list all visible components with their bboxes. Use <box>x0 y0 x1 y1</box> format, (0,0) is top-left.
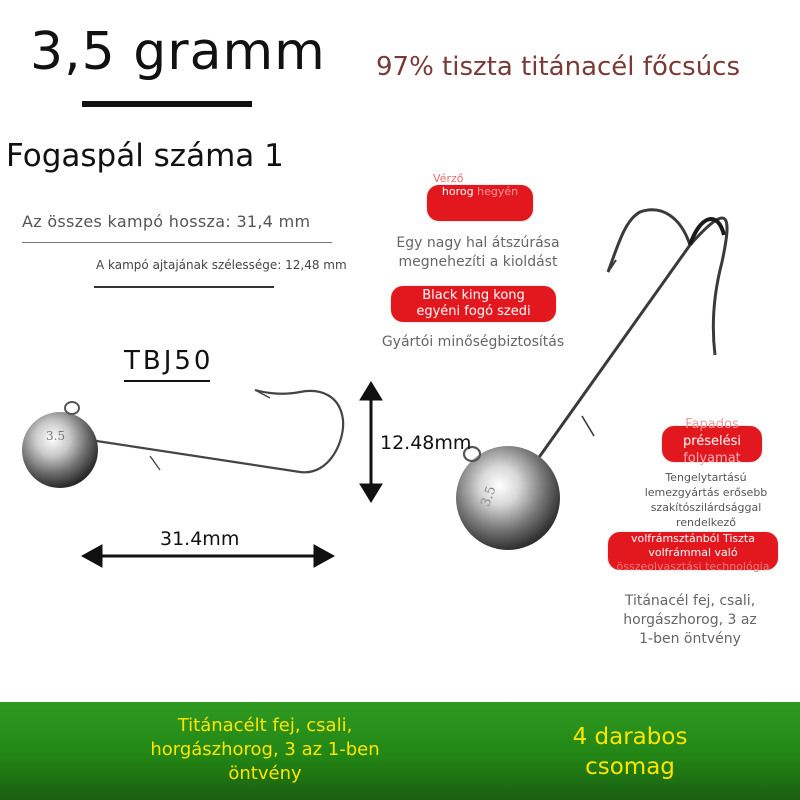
feature-pill-brand <box>391 286 556 322</box>
note-line: lemezgyártás erősebb <box>644 486 768 499</box>
note-line: Gyártói minőségbiztosítás <box>381 334 565 350</box>
small-eye <box>65 402 79 414</box>
pill-line: hegyén <box>477 185 519 198</box>
note-line: rendelkező <box>675 516 737 529</box>
svg-text:3.5: 3.5 <box>46 429 66 443</box>
feature-note-forging <box>636 470 776 530</box>
pill-line: egyéni fogó szedi <box>416 304 531 319</box>
pill-line: vérnyílás <box>467 172 517 185</box>
small-hook <box>90 390 343 472</box>
note-line: szakítószilárdsággal <box>650 501 762 514</box>
note-line: 1-ben öntvény <box>639 631 741 647</box>
feature-note-bleed <box>388 234 568 272</box>
note-line: megnehezíti a kioldást <box>398 254 558 270</box>
note-line: Tengelytartású <box>665 471 747 484</box>
pill-line: a horog <box>441 172 527 198</box>
banner-line: Titánacélt fej, csali, <box>177 715 353 736</box>
total-length-spec: Az összes kampó hossza: 31,4 mm <box>22 212 311 231</box>
feature-pill-bleed-text <box>427 172 533 198</box>
banner-line: 4 darabos <box>572 724 688 750</box>
pill-line: Black king kong <box>422 288 525 303</box>
height-dimension-label: 12.48mm <box>380 432 472 454</box>
weight-title: 3,5 gramm <box>30 22 326 82</box>
material-subtitle: 97% tiszta titánacél főcsúcs <box>376 52 741 82</box>
model-label: TBJ50 <box>124 346 214 376</box>
feature-note-tungsten <box>600 592 780 649</box>
banner-left-text <box>100 714 430 786</box>
banner-line: öntvény <box>228 763 302 784</box>
note-line: Titánacél fej, csali, <box>624 593 756 609</box>
pill-line: Vérző <box>433 172 464 185</box>
pill-line: Tiszta volfrámmal való <box>648 532 755 559</box>
banner-line: horgászhorog, 3 az 1-ben <box>150 739 380 760</box>
feature-pill-forging-text <box>662 416 762 467</box>
note-line: Egy nagy hal átszúrása <box>396 235 560 251</box>
feature-pill-tungsten-text <box>608 532 778 574</box>
gap-width-spec: A kampó ajtajának szélessége: 12,48 mm <box>96 258 347 272</box>
pill-line: folyamat <box>683 451 741 466</box>
feature-note-brand <box>348 333 598 352</box>
small-jig-head <box>22 412 98 488</box>
note-line: horgászhorog, 3 az <box>623 612 757 628</box>
pill-line: Fapados <box>685 417 739 432</box>
height-dimension-arrow <box>360 382 382 502</box>
pill-line: préselési <box>682 434 742 449</box>
banner-right-text <box>545 722 715 782</box>
length-dimension-label: 31.4mm <box>160 528 240 550</box>
pill-line: összeolvasztási technológia <box>616 560 770 573</box>
svg-text:3.5: 3.5 <box>478 484 500 509</box>
pill-line: volfrámsztánból <box>631 532 720 545</box>
tooth-number: Fogaspál száma 1 <box>6 138 284 174</box>
banner-line: csomag <box>585 754 675 780</box>
